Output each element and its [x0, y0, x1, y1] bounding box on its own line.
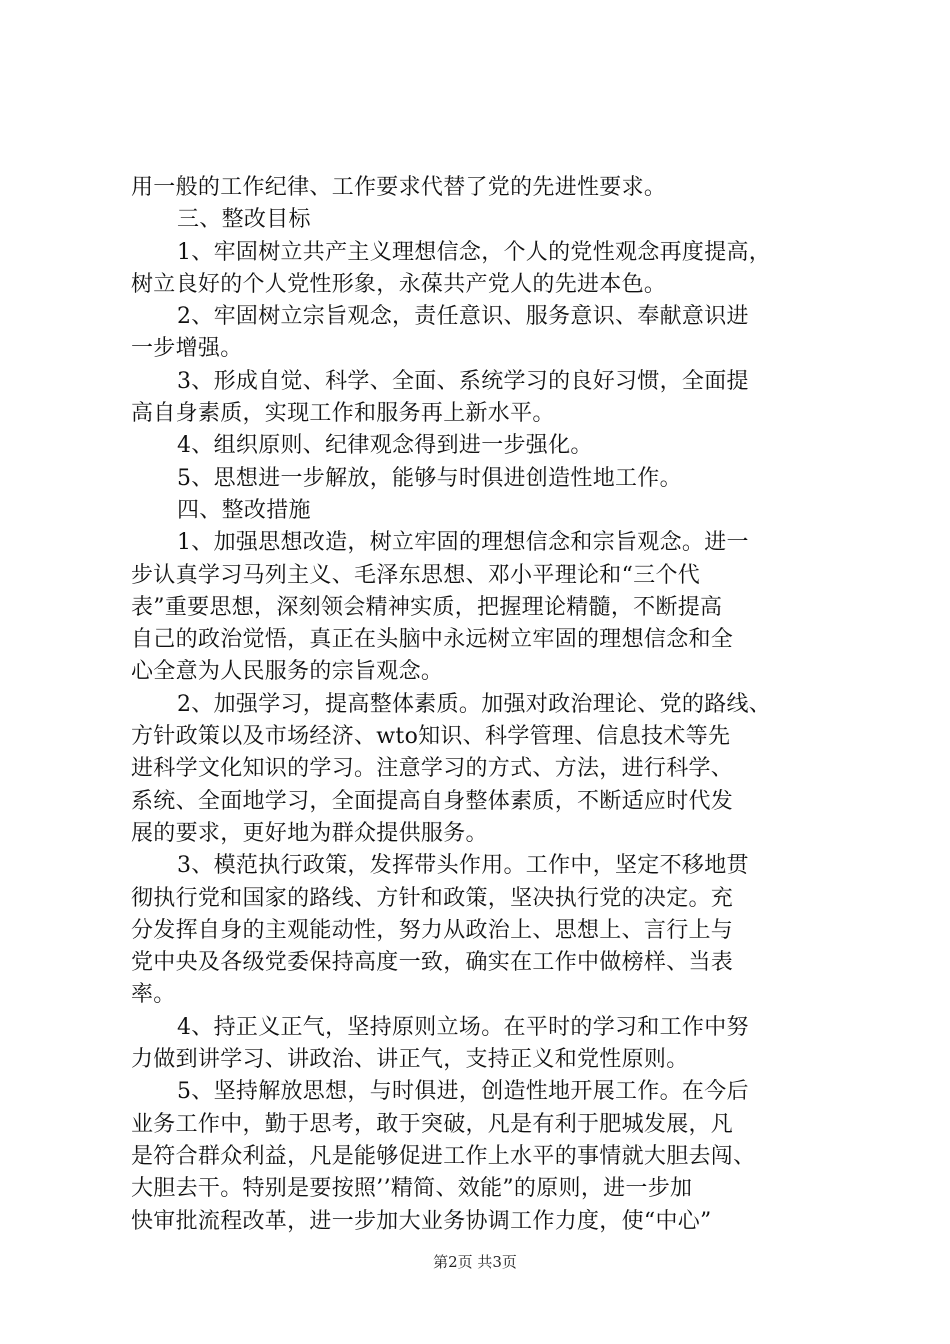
text-line: 力做到讲学习、讲政治、讲正气，支持正义和党性原则。	[131, 1047, 689, 1073]
text-line: 1、加强思想改造，树立牢固的理想信念和宗旨观念。进一	[177, 530, 749, 556]
text-line: 步认真学习马列主义、毛泽东思想、邓小平理论和“三个代	[131, 562, 701, 588]
text-line: 率。	[131, 982, 176, 1008]
text-line: 3、形成自觉、科学、全面、系统学习的良好习惯，全面提	[177, 368, 749, 394]
text-line: 系统、全面地学习，全面提高自身整体素质，不断适应时代发	[131, 788, 734, 814]
text-line: 分发挥自身的主观能动性，努力从政治上、思想上、言行上与	[131, 917, 734, 943]
section-heading: 三、整改目标	[177, 207, 311, 233]
text-line: 自己的政治觉悟，真正在头脑中永远树立牢固的理想信念和全	[131, 627, 734, 653]
document-body	[131, 172, 831, 1238]
section-heading: 四、整改措施	[177, 497, 311, 523]
text-line: 党中央及各级党委保持高度一致，确实在工作中做榜样、当表	[131, 950, 734, 976]
text-line: 3、模范执行政策，发挥带头作用。工作中，坚定不移地贯	[177, 853, 749, 879]
text-line: 用一般的工作纪律、工作要求代替了党的先进性要求。	[131, 175, 667, 200]
text-line: 是符合群众利益，凡是能够促进工作上水平的事情就大胆去闯、	[131, 1143, 756, 1169]
text-line: 4、组织原则、纪律观念得到进一步强化。	[177, 433, 593, 459]
text-line: 心全意为人民服务的宗旨观念。	[131, 659, 444, 685]
text-line: 彻执行党和国家的路线、方针和政策，坚决执行党的决定。充	[131, 885, 734, 911]
text-line: 业务工作中，勤于思考，敢于突破，凡是有利于肥城发展，凡	[131, 1111, 734, 1137]
text-line: 1、牢固树立共产主义理想信念，个人的党性观念再度提高，	[177, 239, 772, 265]
text-line: 树立良好的个人党性形象，永葆共产党人的先进本色。	[131, 271, 667, 297]
text-line: 大胆去干。特别是要按照’’精简、效能”的原则，进一步加	[131, 1176, 693, 1202]
text-line: 2、牢固树立宗旨观念，责任意识、服务意识、奉献意识进	[177, 304, 749, 330]
text-line: 方针政策以及市场经济、wto知识、科学管理、信息技术等先	[131, 724, 731, 750]
text-line: 2、加强学习，提高整体素质。加强对政治理论、党的路线、	[177, 691, 772, 717]
text-line: 5、坚持解放思想，与时俱进，创造性地开展工作。在今后	[177, 1079, 749, 1105]
text-line: 高自身素质，实现工作和服务再上新水平。	[131, 401, 555, 427]
text-line: 4、持正义正气，坚持原则立场。在平时的学习和工作中努	[177, 1014, 749, 1040]
text-line: 进科学文化知识的学习。注意学习的方式、方法，进行科学、	[131, 756, 734, 782]
text-line: 5、思想进一步解放，能够与时俱进创造性地工作。	[177, 465, 682, 491]
page-footer	[0, 1251, 950, 1272]
text-line: 展的要求，更好地为群众提供服务。	[131, 820, 488, 846]
text-line: 表”重要思想，深刻领会精神实质，把握理论精髓，不断提高	[131, 594, 723, 620]
text-line: 快审批流程改革，进一步加大业务协调工作力度，使“中心”	[131, 1208, 712, 1234]
text-line: 一步增强。	[131, 336, 243, 362]
page-number: 第2页 共3页	[433, 1253, 517, 1271]
